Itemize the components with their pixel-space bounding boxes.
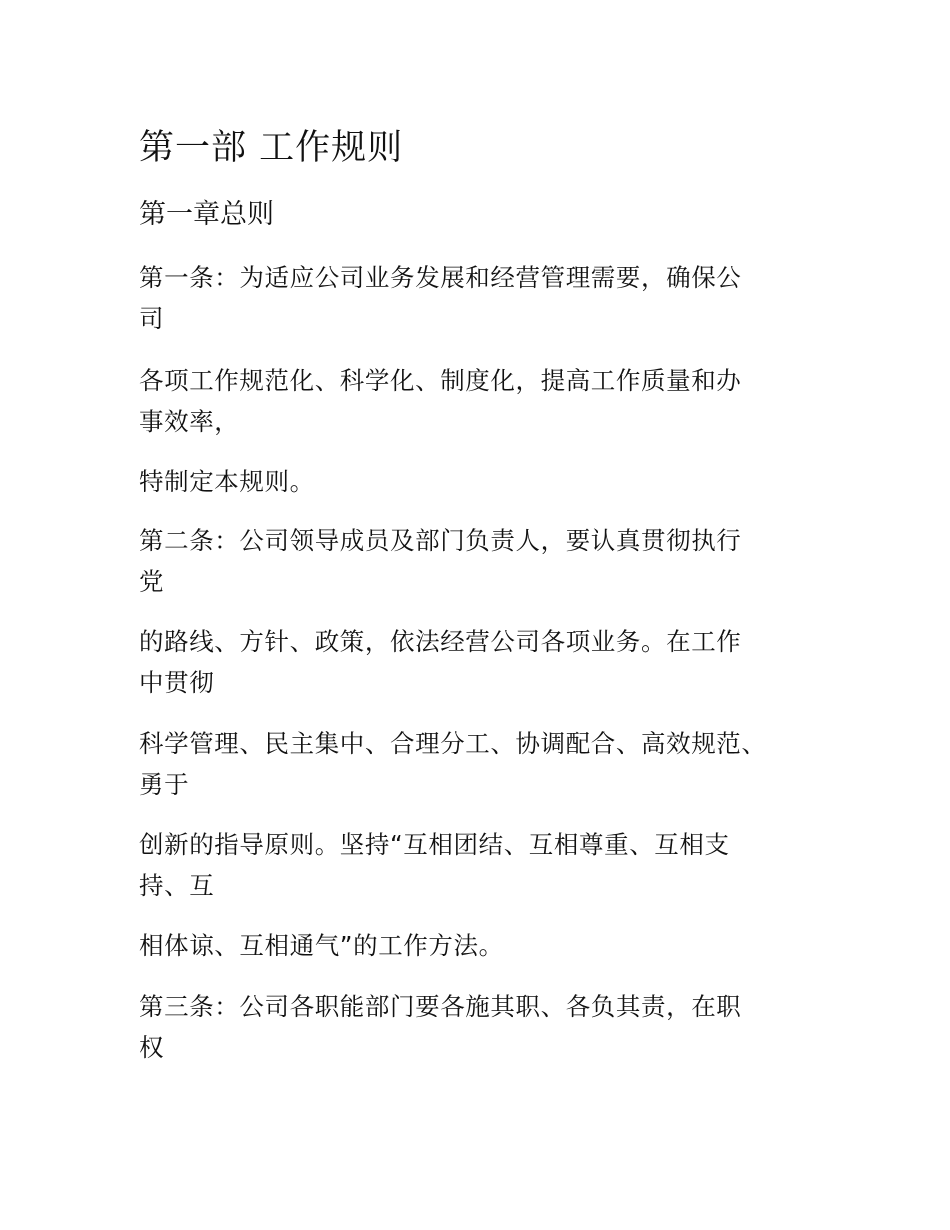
paragraph-line: 各项工作规范化、科学化、制度化，提高工作质量和办 bbox=[139, 366, 742, 395]
paragraph-line: 的路线、方针、政策，依法经营公司各项业务。在工作 bbox=[139, 627, 742, 656]
paragraph-line: 第三条：公司各职能部门要各施其职、各负其责，在职 bbox=[139, 992, 742, 1021]
paragraph-line: 第二条：公司领导成员及部门负责人，要认真贯彻执行 bbox=[139, 526, 742, 555]
paragraph-line: 科学管理、民主集中、合理分工、协调配合、高效规范、 bbox=[139, 729, 767, 758]
paragraph-line: 第一条：为适应公司业务发展和经营管理需要，确保公 bbox=[139, 263, 742, 292]
paragraph-line: 特制定本规则。 bbox=[139, 467, 315, 496]
paragraph-line: 相体谅、互相通气”的工作方法。 bbox=[139, 931, 504, 960]
paragraph-line: 中贯彻 bbox=[139, 668, 215, 697]
paragraph-line: 权 bbox=[139, 1033, 165, 1062]
paragraph-line: 党 bbox=[139, 567, 165, 596]
chapter-title: 第一章总则 bbox=[139, 199, 274, 230]
paragraph-line: 勇于 bbox=[139, 770, 190, 799]
paragraph-line: 司 bbox=[139, 304, 165, 333]
paragraph-line: 持、互 bbox=[139, 871, 215, 900]
paragraph-line: 事效率， bbox=[139, 407, 240, 436]
part-title: 第一部 工作规则 bbox=[139, 128, 404, 168]
paragraph-line: 创新的指导原则。坚持“互相团结、互相尊重、互相支 bbox=[139, 830, 730, 859]
